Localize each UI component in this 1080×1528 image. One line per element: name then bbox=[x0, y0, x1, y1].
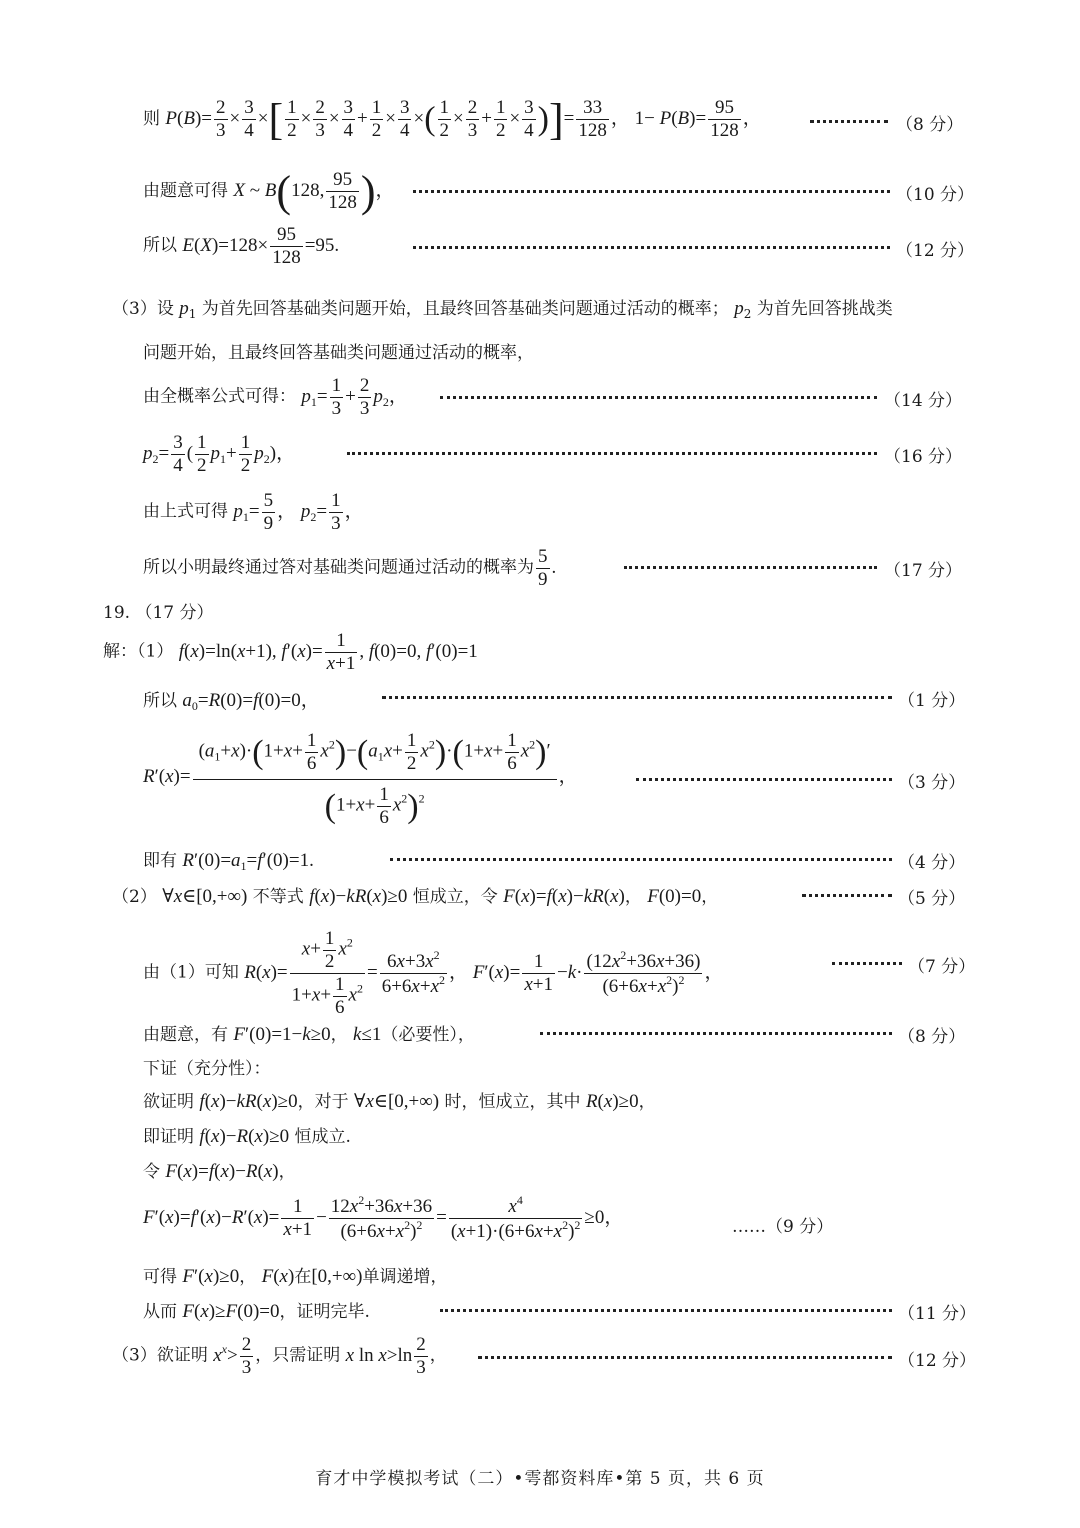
F-derivative-formula: F′(x)=f′(x)−R′(x)= $\frac{1}{x+1}$ − $\frac{12x^2+36x+36}{(6+6x+x^2)^2}$ = $\frac{x^4}{(x+1)\cdot(6+6x+x^2)^2}$ ≥0， bbox=[143, 1193, 624, 1242]
answer-line bbox=[143, 224, 339, 269]
score-label: （16 分） bbox=[884, 447, 963, 467]
answer-line: 由题意，有 F′(0)=1−k≥0， k≤1（必要性）， bbox=[143, 1024, 475, 1045]
derivative-formula: R′(x)= $(a_1+x)\cdot(1+x+$ $\frac{1}{6}$ $x^2)-(a_1x+$ $\frac{1}{2}$ $x^2)\cdot(1+x+$ $\frac{1}{6}$ $x^2)'$ (1+x+ $\frac{1}{6}$ $x^2)^2$ ， bbox=[143, 766, 578, 787]
line-prefix: 所以 bbox=[143, 235, 177, 256]
answer-line: 可得 F′(x)≥0， F(x)在[0,+∞)单调递增， bbox=[143, 1266, 448, 1287]
answer-line bbox=[143, 490, 364, 535]
dot-leader bbox=[832, 962, 902, 965]
dot-leader bbox=[347, 452, 877, 455]
answer-line bbox=[143, 166, 394, 217]
answer-line: （3）设 $p_1$ 为首先回答基础类问题开始，且最终回答基础类问题通过活动的概率； $p_2$ 为首先回答挑战类 bbox=[112, 298, 893, 321]
line-prefix: 由题意可得 bbox=[143, 180, 228, 201]
dot-leader bbox=[440, 396, 877, 399]
answer-line: 即证明 f(x)−R(x)≥0 恒成立. bbox=[143, 1126, 351, 1147]
dot-leader bbox=[413, 190, 890, 193]
score-label: ……（9 分） bbox=[732, 1217, 834, 1237]
answer-line bbox=[143, 375, 408, 420]
answer-line bbox=[143, 726, 578, 828]
answer-line: 令 F(x)=f(x)−R(x)， bbox=[143, 1161, 296, 1182]
expectation-formula: E(X)=128× $\frac{95}{128}$ =95. bbox=[182, 224, 340, 268]
dot-leader bbox=[636, 778, 892, 781]
answer-line: 欲证明 f(x)−kR(x)≥0，对于 ∀x∈[0,+∞) 时，恒成立，其中 R(x)≥0， bbox=[143, 1091, 656, 1112]
line-prefix: 则 bbox=[143, 108, 160, 129]
question-heading: 19. （17 分） bbox=[103, 603, 214, 623]
a1-formula: $R'(0)=a_1=f'(0)=1$. bbox=[182, 850, 314, 873]
R-formula: R(x)= x+ $\frac{1}{2}$ $x^2$ 1+x+ $\frac{1}{6}$ $x^2$ = $\frac{6x+3x^2}{6+6x+x^2}$ ， F′(x)= $\frac{1}{x+1}$ −k· $\frac{(12x^2+36x+36)}{(6+6x+x^2)^2}$ ， bbox=[244, 928, 724, 1018]
answer-line: （2） ∀x∈[0,+∞) 不等式 f(x)−kR(x)≥0 恒成立，令 F(x)=f(x)−kR(x)， F(0)=0， bbox=[112, 886, 719, 907]
a0-formula: $a_0=R(0)=f(0)=0$， bbox=[182, 690, 320, 713]
line-prefix: 所以 bbox=[143, 691, 177, 711]
score-label: （17 分） bbox=[884, 561, 963, 581]
score-label: （1 分） bbox=[898, 691, 966, 711]
dot-leader bbox=[540, 1032, 892, 1035]
score-label: （8 分） bbox=[898, 1027, 966, 1047]
score-label: （5 分） bbox=[898, 889, 966, 909]
score-label: （12 分） bbox=[898, 1351, 977, 1371]
dot-leader bbox=[802, 894, 892, 897]
dot-leader bbox=[478, 1356, 892, 1359]
score-label: （3 分） bbox=[898, 773, 966, 793]
line-prefix: 由全概率公式可得： bbox=[143, 386, 296, 407]
solution-formula: $p_1=$ $\frac{5}{9}$ ， $p_2=$ $\frac{1}{3}$ ， bbox=[233, 490, 364, 534]
line-prefix: 解：（1） bbox=[103, 641, 174, 662]
score-label: （10 分） bbox=[896, 185, 975, 205]
dot-leader bbox=[390, 858, 892, 861]
line-prefix: 由上式可得 bbox=[143, 501, 228, 522]
p2-formula: $p_2=$ $\frac{3}{4}$ ( $\frac{1}{2}$ $p_1+$ $\frac{1}{2}$ $p_2$)， bbox=[143, 432, 296, 476]
line-prefix: 由（1）可知 bbox=[143, 962, 239, 983]
answer-line bbox=[143, 846, 314, 874]
dot-leader bbox=[624, 566, 877, 569]
score-label: （12 分） bbox=[896, 241, 975, 261]
distribution-formula: X ~ B(128, $\frac{95}{128}$ )， bbox=[233, 167, 395, 216]
score-label: （4 分） bbox=[898, 853, 966, 873]
answer-line bbox=[143, 928, 723, 1018]
dot-leader bbox=[382, 696, 892, 699]
function-definition: f(x)=ln(x+1), f′(x)= $\frac{1}{x+1}$ , f(0)=0, f′(0)=1 bbox=[178, 630, 478, 674]
total-probability-formula: $p_1=$ $\frac{1}{3}$ + $\frac{2}{3}$ $p_2$， bbox=[301, 375, 408, 419]
dot-leader bbox=[413, 246, 890, 249]
dot-leader bbox=[440, 1309, 892, 1312]
answer-line bbox=[143, 685, 320, 714]
answer-line: 从而 F(x)≥F(0)=0，证明完毕. bbox=[143, 1301, 370, 1322]
score-label: （11 分） bbox=[898, 1304, 977, 1324]
answer-line bbox=[103, 630, 478, 675]
score-label: （14 分） bbox=[884, 391, 963, 411]
score-label: （7 分） bbox=[908, 957, 976, 977]
probability-formula: P(B)= $\frac{2}{3}$ × $\frac{3}{4}$ ×[ $\frac{1}{2}$ × $\frac{2}{3}$ × $\frac{3}{4}$ + $\frac{1}{2}$ × $\frac{3}{4}$ ×( $\frac{1}{2}$ × $\frac{2}{3}$ + $\frac{1}{2}$ × $\frac{3}{4}$ )]= $\frac{33}{128}$ ， 1− P(B)= $\frac{95}{128}$ ， bbox=[165, 95, 762, 144]
dot-leader bbox=[810, 120, 888, 123]
answer-line: （3）欲证明 $x^x>$ $\frac{2}{3}$ ，只需证明 x ln x>ln $\frac{2}{3}$ ， bbox=[112, 1334, 447, 1378]
answer-line bbox=[143, 94, 762, 145]
answer-line: 所以小明最终通过答对基础类问题通过活动的概率为 $\frac{5}{9}$ . bbox=[143, 546, 557, 590]
answer-line: 问题开始，且最终回答基础类问题通过活动的概率， bbox=[143, 343, 534, 363]
answer-line bbox=[143, 432, 295, 477]
answer-line bbox=[143, 1194, 623, 1243]
line-prefix: 即有 bbox=[143, 851, 177, 871]
answer-line: 下证（充分性）： bbox=[143, 1059, 271, 1079]
score-label: （8 分） bbox=[896, 115, 964, 135]
page-footer: 育才中学模拟考试（二）•雩都资料库•第 5 页，共 6 页 bbox=[315, 1469, 765, 1489]
